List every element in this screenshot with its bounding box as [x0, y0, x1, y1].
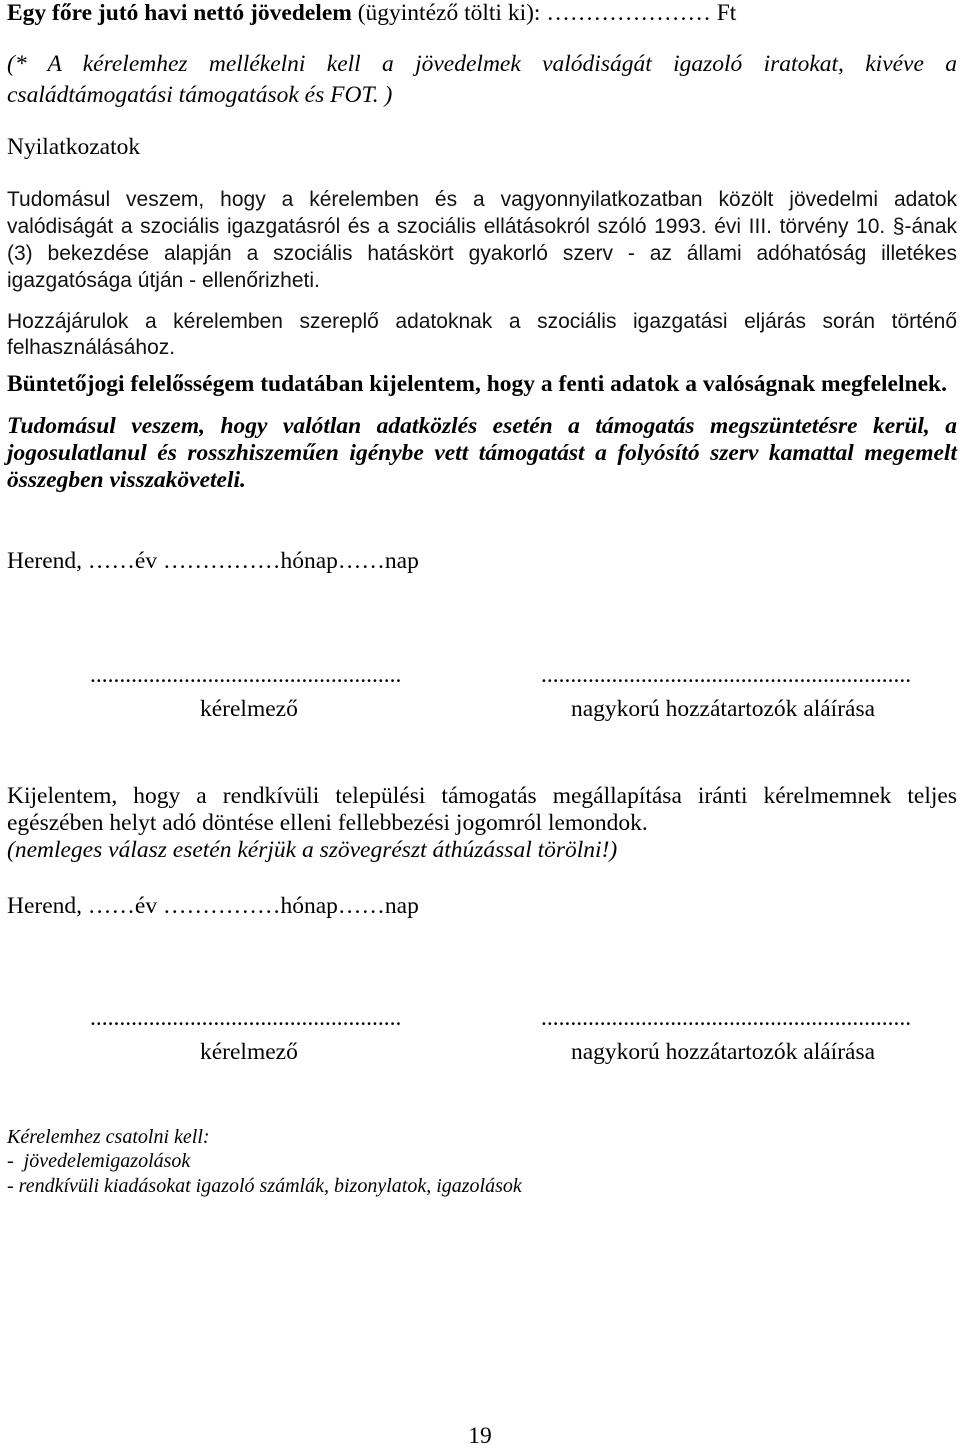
- verification-paragraph-line-2: valódiságát a szociális igazgatásról és a szociális ellátásokról szóló 1993. évi III. törvény 10. §-ának: [7, 215, 957, 238]
- applicant-signature-line-1: .....................................................: [90, 662, 402, 688]
- false-data-warning-line-2: jogosulatlanul és rosszhiszeműen igénybe vett támogatást a folyósító szerv kamattal megemelt: [7, 440, 957, 466]
- verification-paragraph-line-4: igazgatósága útján - ellenőrizheti.: [7, 269, 320, 292]
- consent-paragraph-line-1: Hozzájárulok a kérelemben szereplő adatoknak a szociális igazgatási eljárás során történő: [7, 310, 957, 333]
- income-label: Egy főre jutó havi nettó jövedelem: [7, 0, 352, 26]
- applicant-signature-label-2: kérelmező: [200, 1039, 298, 1065]
- applicant-signature-line-2: .....................................................: [90, 1005, 402, 1031]
- relatives-signature-line-2: ...............................................................: [541, 1005, 912, 1031]
- attachments-heading: Kérelemhez csatolni kell:: [7, 1126, 210, 1148]
- appeal-waiver-line-2: egészében helyt adó döntése elleni fellebbezési jogomról lemondok.: [7, 810, 648, 836]
- verification-paragraph-line-3: (3) bekezdése alapján a szociális hatáskört gyakorló szerv - az állami adóhatóság illetékes: [7, 242, 957, 265]
- relatives-signature-label-1: nagykorú hozzátartozók aláírása: [571, 696, 876, 722]
- income-fill-field: (ügyintéző tölti ki): ………………… Ft: [357, 0, 737, 26]
- attachment-note-line-2: családtámogatási támogatások és FOT. ): [7, 82, 393, 108]
- attachments-item: - rendkívüli kiadásokat igazoló számlák, bizonylatok, igazolások: [7, 1175, 522, 1197]
- income-line: [7, 0, 957, 27]
- date-line-1: Herend, ……év ……………hónap……nap: [7, 548, 419, 574]
- verification-paragraph-line-1: Tudomásul veszem, hogy a kérelemben és a vagyonnyilatkozatban közölt jövedelmi adatok: [7, 188, 957, 211]
- false-data-warning-line-3: összegben visszaköveteli.: [7, 467, 246, 493]
- applicant-signature-label-1: kérelmező: [200, 696, 298, 722]
- appeal-waiver-line-1: Kijelentem, hogy a rendkívüli települési támogatás megállapítása iránti kérelmemnek teljes: [7, 783, 957, 809]
- date-line-2: Herend, ……év ……………hónap……nap: [7, 893, 419, 919]
- appeal-waiver-note: (nemleges válasz esetén kérjük a szövegrészt áthúzással törölni!): [7, 837, 618, 863]
- declarations-heading: Nyilatkozatok: [7, 134, 141, 160]
- attachment-note-line-1: (* A kérelemhez mellékelni kell a jövedelmek valódiságát igazoló iratokat, kivéve a: [7, 51, 957, 77]
- false-data-warning-line-1: Tudomásul veszem, hogy valótlan adatközlés esetén a támogatás megszüntetésre kerül, a: [7, 413, 957, 439]
- consent-paragraph-line-2: felhasználásához.: [7, 336, 176, 359]
- attachments-item: - jövedelemigazolások: [7, 1150, 191, 1172]
- relatives-signature-label-2: nagykorú hozzátartozók aláírása: [571, 1039, 876, 1065]
- page-number: 19: [468, 1423, 492, 1449]
- criminal-liability-statement: Büntetőjogi felelősségem tudatában kijelentem, hogy a fenti adatok a valóságnak megfelelnek.: [7, 371, 947, 397]
- relatives-signature-line-1: ...............................................................: [541, 662, 912, 688]
